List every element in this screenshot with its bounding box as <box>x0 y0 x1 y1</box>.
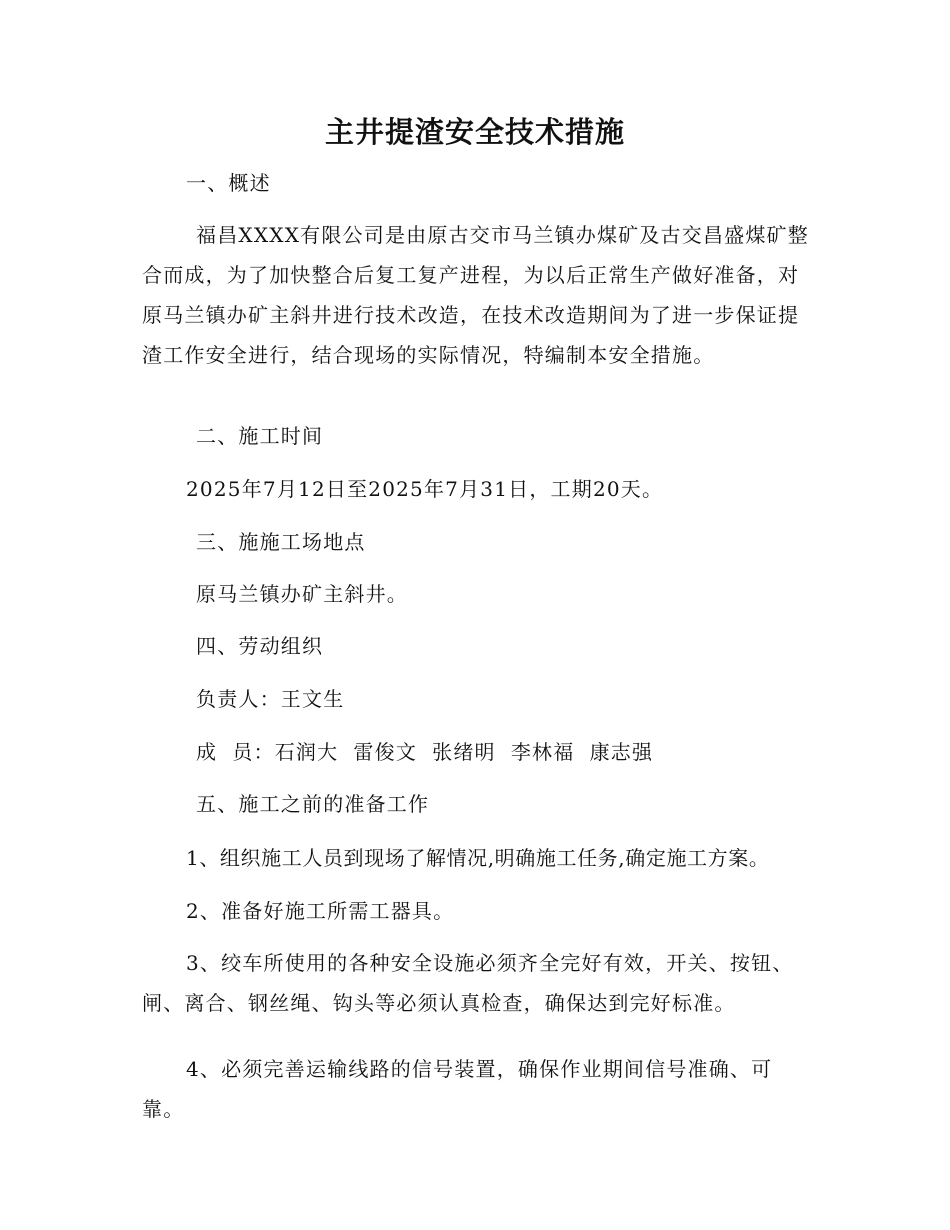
section-heading-preparation: 五、施工之前的准备工作 <box>196 792 430 816</box>
preparation-item-4: 4、必须完善运输线路的信号装置，确保作业期间信号准确、可靠。 <box>142 1057 773 1121</box>
preparation-item-1: 1、组织施工人员到现场了解情况,明确施工任务,确定施工方案。 <box>186 846 770 870</box>
section-heading-labor: 四、劳动组织 <box>196 634 324 658</box>
labor-leader-text: 负责人：王文生 <box>196 687 345 711</box>
labor-members-text: 成 员：石润大 雷俊文 张绪明 李林福 康志强 <box>196 740 654 764</box>
document-title: 主井提渣安全技术措施 <box>324 115 625 149</box>
section-heading-time: 二、施工时间 <box>196 424 324 448</box>
location-text: 原马兰镇办矿主斜井。 <box>196 582 408 606</box>
preparation-item-3: 3、绞车所使用的各种安全设施必须齐全完好有效，开关、按钮、闸、离合、钢丝绳、钩头等必须认真检查，确保达到完好标准。 <box>142 951 794 1015</box>
section-heading-overview: 一、概述 <box>186 171 271 195</box>
section-heading-location: 三、施施工场地点 <box>196 530 366 554</box>
construction-time-text: 2025年7月12日至2025年7月31日，工期20天。 <box>186 477 664 501</box>
preparation-item-2: 2、准备好施工所需工器具。 <box>186 899 455 923</box>
overview-paragraph: 福昌XXXX有限公司是由原古交市马兰镇办煤矿及古交昌盛煤矿整合而成，为了加快整合后复工复产进程，为以后正常生产做好准备，对原马兰镇办矿主斜井进行技术改造，在技术改造期间为了进一步保证提渣工作安全进行，结合现场的实际情况，特编制本安全措施。 <box>142 223 809 367</box>
